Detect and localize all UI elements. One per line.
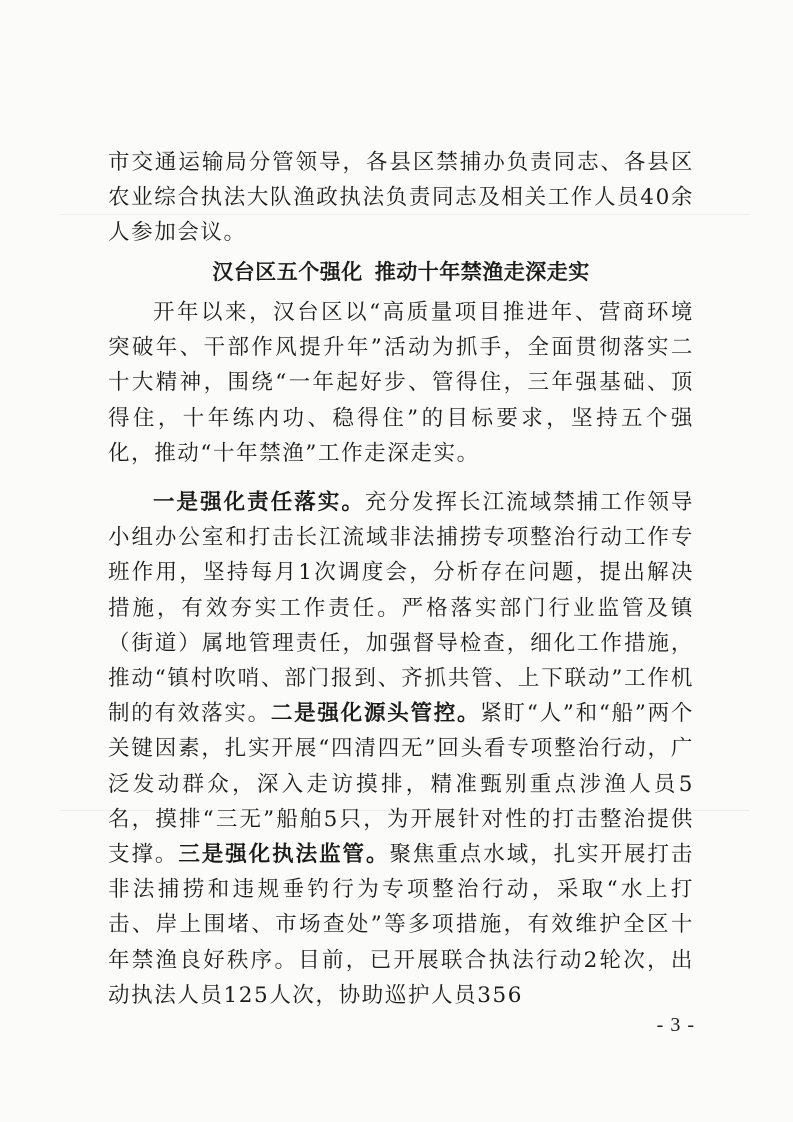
lead-strengthen-enforcement: 三是强化执法监管。 <box>178 842 390 868</box>
section-title <box>108 256 694 286</box>
page-number: - 3 - <box>656 1014 695 1036</box>
paragraph-measures <box>108 485 694 1013</box>
lead-strengthen-responsibility: 一是强化责任落实。 <box>153 490 365 515</box>
section-title-part2: 推动十年禁渔走深走实 <box>374 260 590 284</box>
text-strengthen-source-control: 紧盯“人”和“船”两个关键因素，扎实开展“四清四无”回头看专项整治行动，广泛发动群众，深入走访摸排，精准甄别重点涉渔人员5名，摸排“三无”船舶5只，为开展针对性的打击整治提供支撑。 <box>108 701 695 868</box>
text-strengthen-enforcement: 聚焦重点水域，扎实开展打击非法捕捞和违规垂钓行为专项整治行动，采取“水上打击、岸上围堵、市场查处”等多项措施，有效维护全区十年禁渔良好秩序。目前，已开展联合执法行动2轮次，出动执法人员125人次，协助巡护人员356 <box>108 842 694 1008</box>
text-strengthen-responsibility: 充分发挥长江流域禁捕工作领导小组办公室和打击长江流域非法捕捞专项整治行动工作专班作用，坚持每月1次调度会，分析存在问题，提出解决措施，有效夯实工作责任。严格落实部门行业监管及镇（街道）属地管理责任，加强督导检查，细化工作措施，推动“镇村吹哨、部门报到、齐抓共管、上下联动”工作机制的有效落实。 <box>108 490 695 727</box>
paragraph-opening-text: 开年以来，汉台区以“高质量项目推进年、营商环境突破年、干部作风提升年”活动为抓手，全面贯彻落实二十大精神，围绕“一年起好步、管得住，三年强基础、顶得住，十年练内功、稳得住”的目标要求，坚持五个强化，推动“十年禁渔”工作走深走实。 <box>108 300 694 466</box>
lead-strengthen-source-control: 二是强化源头管控。 <box>270 701 481 727</box>
section-title-part1: 汉台区五个强化 <box>212 260 363 284</box>
intro-paragraph-text: 市交通运输局分管领导，各县区禁捕办负责同志、各县区农业综合执法大队渔政执法负责同志及相关工作人员40余人参加会议。 <box>108 150 694 246</box>
paragraph-opening <box>108 295 694 471</box>
intro-paragraph <box>108 145 694 251</box>
